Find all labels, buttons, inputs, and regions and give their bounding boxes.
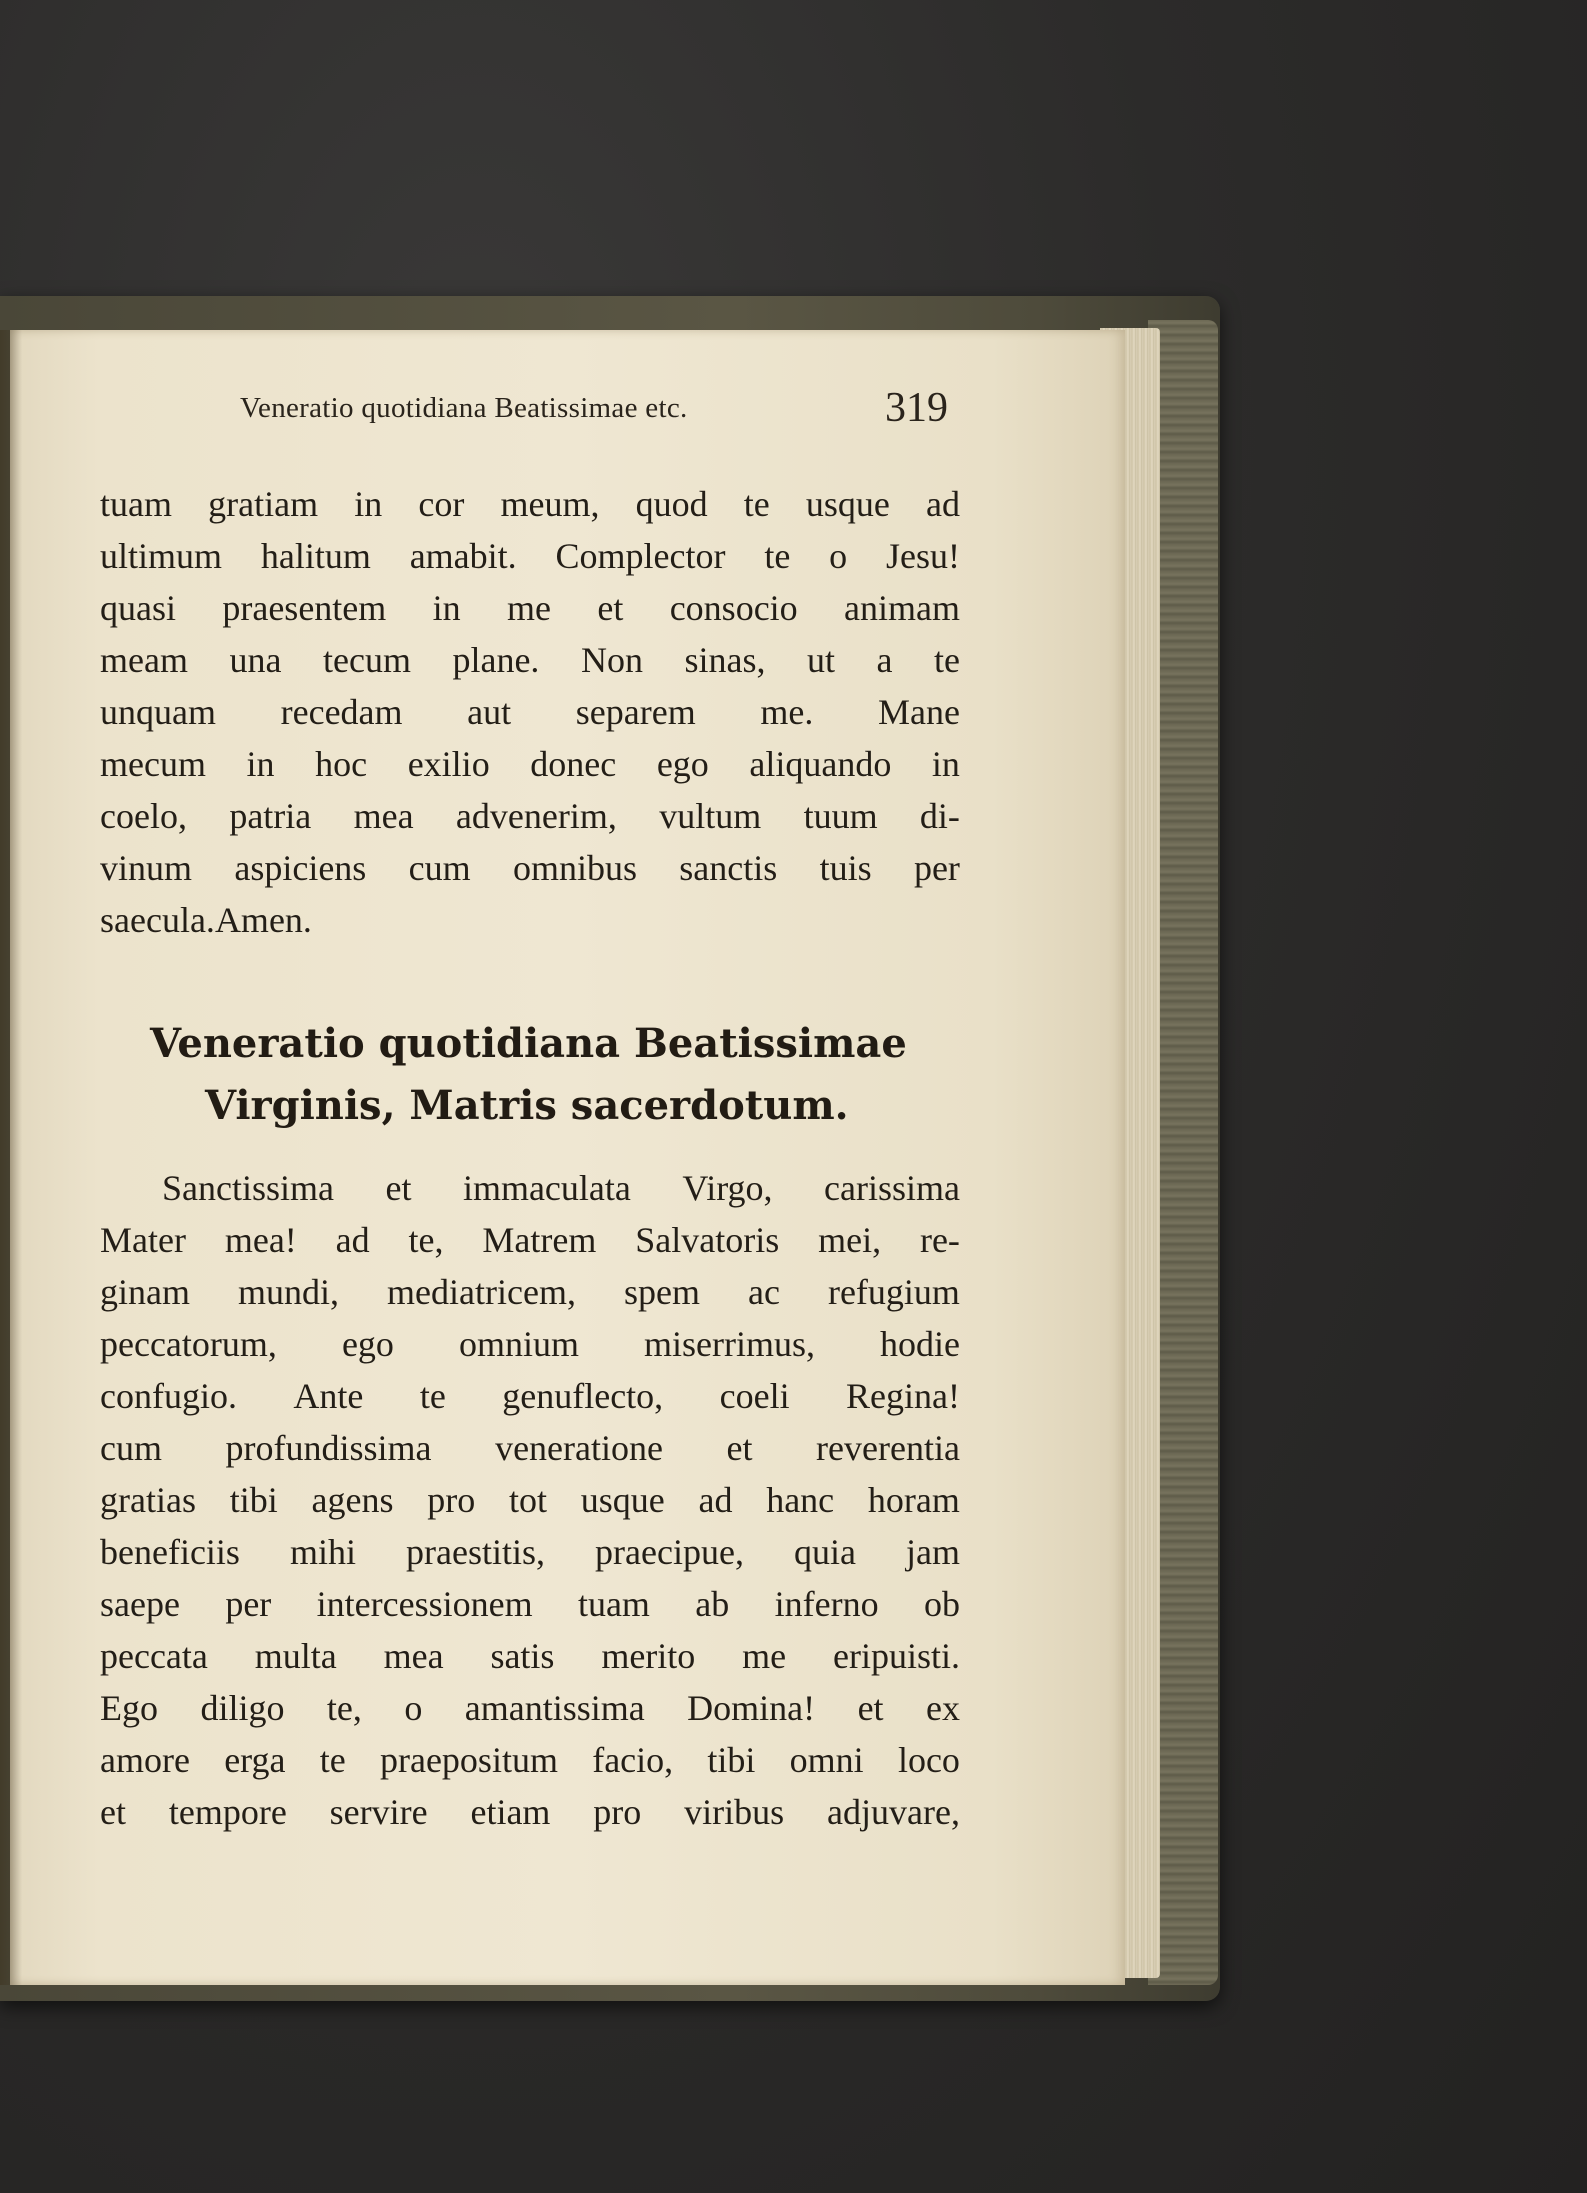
text-line: unquam recedam aut separem me. Mane [100, 692, 960, 732]
text-line: saecula. Amen. [100, 900, 312, 940]
text-line: mecum in hoc exilio donec ego aliquando in [100, 744, 960, 784]
text-line: tuam gratiam in cor meum, quod te usque ad [100, 484, 960, 524]
section-heading-line-2: Virginis, Matris sacerdotum. [205, 1082, 849, 1129]
text-line: beneficiis mihi praestitis, praecipue, quia jam [100, 1532, 960, 1572]
text-line: gratias tibi agens pro tot usque ad hanc horam [100, 1480, 960, 1520]
text-line: vinum aspiciens cum omnibus sanctis tuis per [100, 848, 960, 888]
running-head-title: Veneratio quotidiana Beatissimae etc. [240, 392, 688, 424]
page-number: 319 [885, 385, 948, 431]
spine-shadow [0, 330, 22, 1985]
text-line: saepe per intercessionem tuam ab inferno ob [100, 1584, 960, 1624]
text-line: Sanctissima et immaculata Virgo, carissima [162, 1168, 960, 1208]
section-heading-line-1: Veneratio quotidiana Beatissimae [150, 1020, 907, 1067]
text-line: et tempore servire etiam pro viribus adjuvare, [100, 1792, 960, 1832]
text-line: quasi praesentem in me et consocio animam [100, 588, 960, 628]
text-line: ultimum halitum amabit. Complector te o Jesu! [100, 536, 960, 576]
text-line: amore erga te praepositum facio, tibi omni loco [100, 1740, 960, 1780]
text-line: peccata multa mea satis merito me eripuisti. [100, 1636, 960, 1676]
text-line: coelo, patria mea advenerim, vultum tuum di- [100, 796, 960, 836]
text-line: Mater mea! ad te, Matrem Salvatoris mei, re- [100, 1220, 960, 1260]
text-line: meam una tecum plane. Non sinas, ut a te [100, 640, 960, 680]
text-line: confugio. Ante te genuflecto, coeli Regina! [100, 1376, 960, 1416]
text-line: ginam mundi, mediatricem, spem ac refugium [100, 1272, 960, 1312]
text-line: Ego diligo te, o amantissima Domina! et ex [100, 1688, 960, 1728]
paragraph-1 [100, 478, 960, 946]
running-head [0, 385, 1587, 442]
text-line: cum profundissima veneratione et reverentia [100, 1428, 960, 1468]
text-line: peccatorum, ego omnium miserrimus, hodie [100, 1324, 960, 1364]
paragraph-2 [100, 1162, 960, 1838]
